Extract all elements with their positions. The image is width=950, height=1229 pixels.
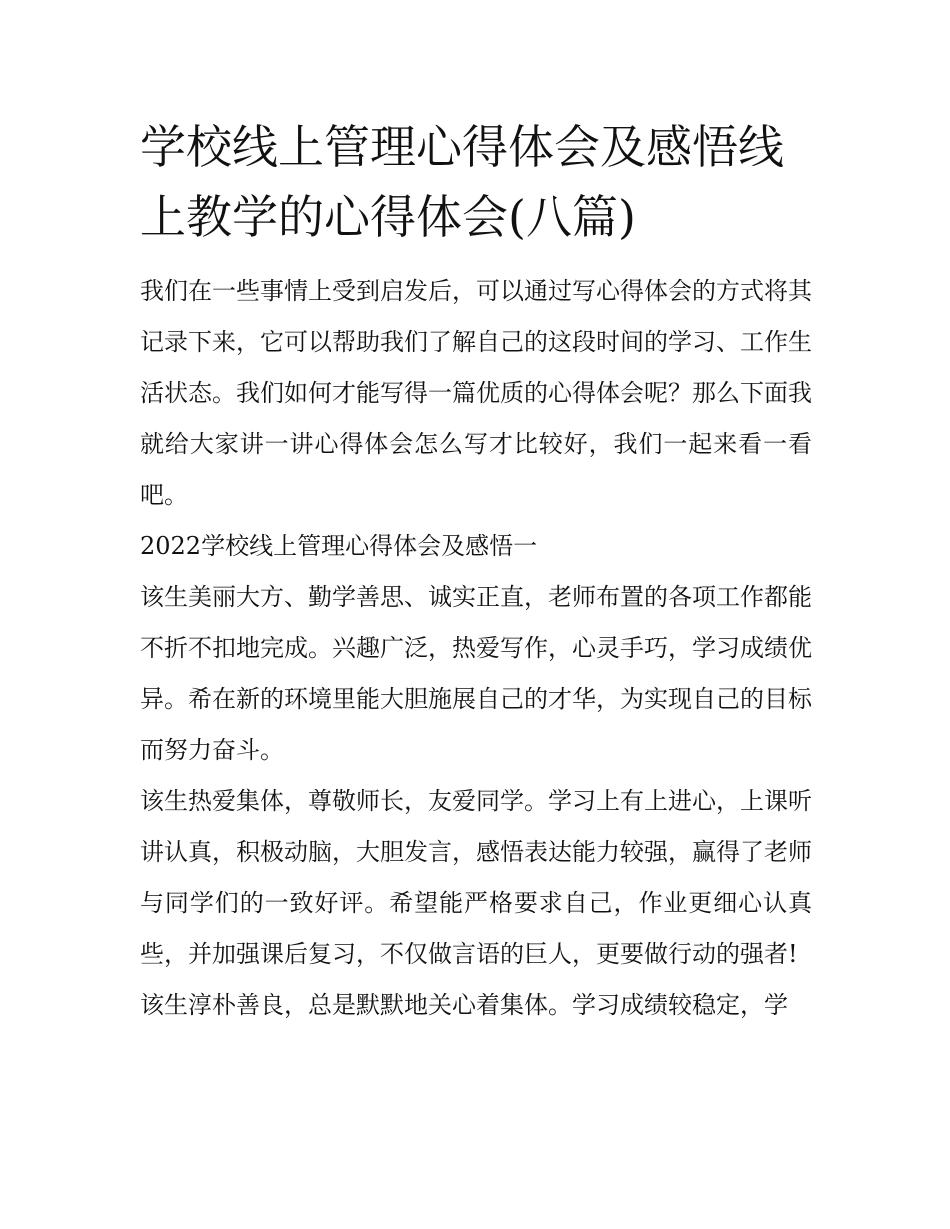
document-page: [140, 112, 812, 1031]
body-paragraph-3: 该生淳朴善良，总是默默地关心着集体。学习成绩较稳定，学: [140, 991, 788, 1019]
section-heading: 2022学校线上管理心得体会及感悟一: [140, 532, 538, 560]
document-title: 学校线上管理心得体会及感悟线上教学的心得体会(八篇): [140, 120, 784, 244]
body-paragraph-2: 该生热爱集体，尊敬师长，友爱同学。学习上有上进心，上课听讲认真，积极动脑，大胆发言，感悟表达能力较强，赢得了老师与同学们的一致好评。希望能严格要求自己，作业更细心认真些，并加强课后复习，不仅做言语的巨人，更要做行动的强者!: [140, 787, 812, 968]
intro-paragraph: 我们在一些事情上受到启发后，可以通过写心得体会的方式将其记录下来，它可以帮助我们了解自己的这段时间的学习、工作生活状态。我们如何才能写得一篇优质的心得体会呢？那么下面我就给大家讲一讲心得体会怎么写才比较好，我们一起来看一看吧。: [140, 277, 812, 509]
body-paragraph-1: 该生美丽大方、勤学善思、诚实正直，老师布置的各项工作都能不折不扣地完成。兴趣广泛，热爱写作，心灵手巧，学习成绩优异。希在新的环境里能大胆施展自己的才华，为实现自己的目标而努力奋斗。: [140, 583, 812, 764]
